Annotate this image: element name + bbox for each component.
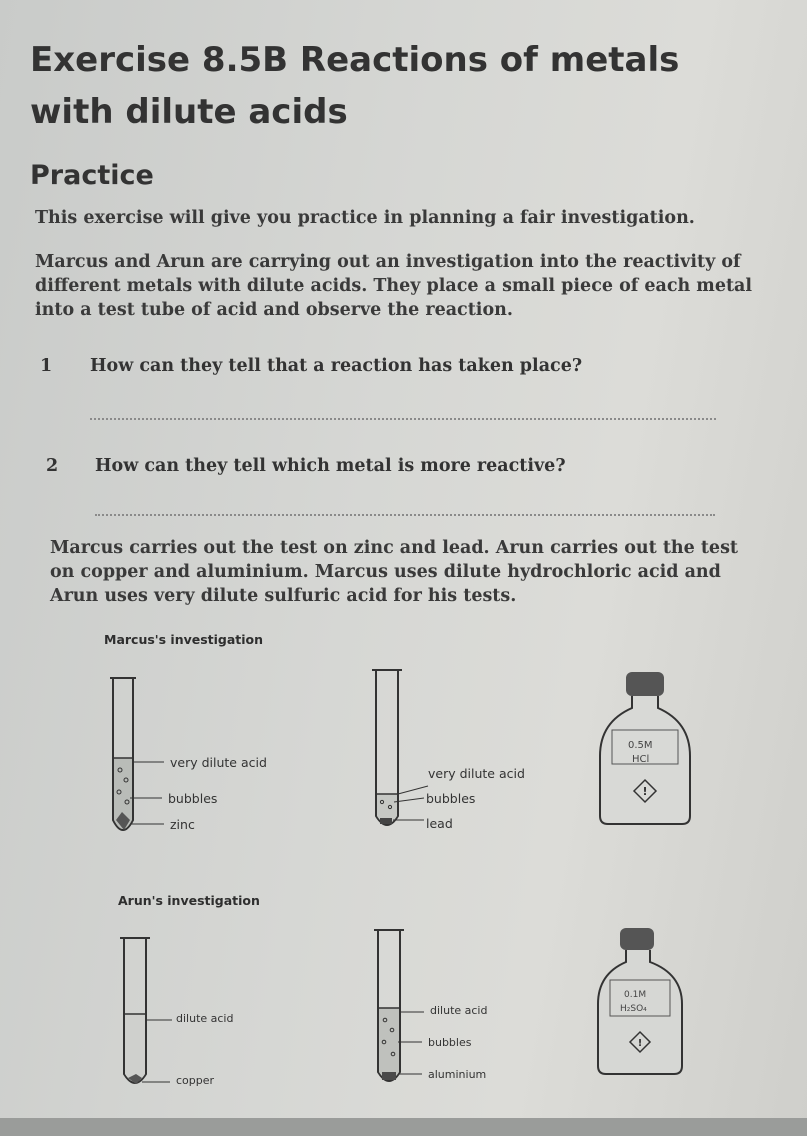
label-very-dilute-acid-1: very dilute acid [170,755,267,770]
lead-piece [380,818,392,824]
h2so4-concentration-label: 0.1M [624,990,647,1000]
question-2-number: 2 [46,456,59,476]
paragraph-3: Marcus carries out the test on zinc and lead. Arun carries out the test on copper and aluminium. Marcus uses dilute hydrochloric acid and Arun uses very dilute sulfuric acid for his tests. [50,538,739,606]
label-lead: lead [426,816,453,831]
answer-line-1[interactable] [90,418,716,420]
answer-line-2[interactable] [95,514,715,516]
label-bubbles-2: bubbles [426,791,476,806]
marcus-heading: Marcus's investigation [104,632,264,647]
page-bottom-edge [0,1118,807,1136]
label-bubbles-1: bubbles [168,791,218,806]
label-zinc: zinc [170,817,195,832]
bottle-cap [620,928,654,950]
question-1-text: How can they tell that a reaction has taken place? [90,356,583,376]
svg-text:!: ! [642,785,648,798]
acid-liquid [379,1008,399,1080]
acid-liquid [125,1014,145,1082]
h2so4-formula-label: H₂SO₄ [620,1004,647,1014]
question-2-text: How can they tell which metal is more reactive? [95,456,566,476]
bottle-cap [626,672,664,696]
hcl-formula-label: HCl [632,754,650,765]
aluminium-piece [382,1072,396,1080]
section-heading: Practice [30,160,154,191]
arun-heading: Arun's investigation [118,893,260,908]
label-dilute-acid-1: dilute acid [176,1012,234,1025]
question-1-number: 1 [40,356,53,376]
label-very-dilute-acid-2: very dilute acid [428,766,525,781]
label-dilute-acid-2: dilute acid [430,1004,488,1017]
svg-text:!: ! [637,1038,643,1049]
hcl-concentration-label: 0.5M [628,740,653,751]
intro-paragraph-1: This exercise will give you practice in planning a fair investigation. [35,208,695,228]
label-bubbles-3: bubbles [428,1036,472,1049]
marcus-lead-tube-diagram [360,662,440,842]
label-copper: copper [176,1074,215,1087]
intro-paragraph-2: Marcus and Arun are carrying out an investigation into the reactivity of different metals with dilute acids. They place a small piece of each metal into a test tube of acid and observe the reaction. [35,252,753,320]
label-aluminium: aluminium [428,1068,487,1081]
page-title: Exercise 8.5B Reactions of metals with dilute acids [30,40,680,132]
